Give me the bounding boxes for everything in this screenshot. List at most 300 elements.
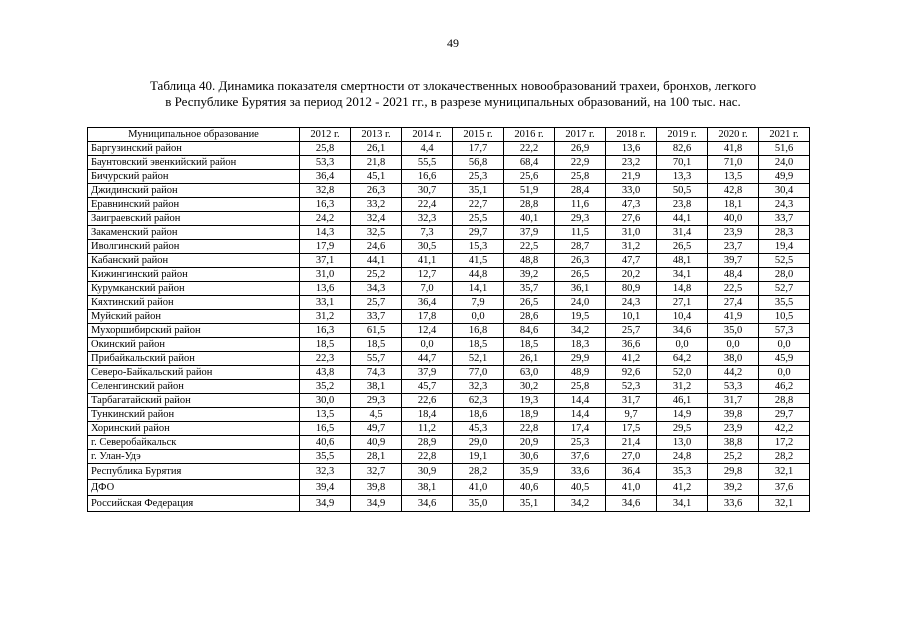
table-row xyxy=(88,408,810,422)
table-cell: 24,3 xyxy=(606,296,657,310)
table-cell: 18,3 xyxy=(555,338,606,352)
table-cell: 35,5 xyxy=(300,450,351,464)
table-cell: 28,8 xyxy=(759,394,810,408)
caption-line-1: Таблица 40. Динамика показателя смертности от злокачественных новообразований трахеи, бронхов, легкого xyxy=(149,78,757,93)
table-cell: 41,9 xyxy=(708,310,759,324)
table-cell: 33,0 xyxy=(606,184,657,198)
table-cell: 31,0 xyxy=(300,268,351,282)
table-cell: 34,6 xyxy=(606,496,657,512)
table-cell: 19,4 xyxy=(759,240,810,254)
row-label: Бичурский район xyxy=(88,170,300,184)
table-cell: 29,7 xyxy=(453,226,504,240)
table-cell: 25,8 xyxy=(555,170,606,184)
table-cell: 32,4 xyxy=(351,212,402,226)
table-cell: 7,3 xyxy=(402,226,453,240)
header-year: 2016 г. xyxy=(504,128,555,142)
table-cell: 25,8 xyxy=(555,380,606,394)
table-cell: 18,6 xyxy=(453,408,504,422)
table-cell: 52,5 xyxy=(759,254,810,268)
table-cell: 44,7 xyxy=(402,352,453,366)
table-cell: 42,2 xyxy=(759,422,810,436)
table-row xyxy=(88,254,810,268)
table-cell: 7,9 xyxy=(453,296,504,310)
table-cell: 52,3 xyxy=(606,380,657,394)
table-cell: 16,3 xyxy=(300,198,351,212)
table-cell: 0,0 xyxy=(657,338,708,352)
table-cell: 25,5 xyxy=(453,212,504,226)
table-cell: 39,4 xyxy=(300,480,351,496)
table-row xyxy=(88,380,810,394)
table-cell: 26,5 xyxy=(657,240,708,254)
table-cell: 16,3 xyxy=(300,324,351,338)
table-cell: 40,9 xyxy=(351,436,402,450)
table-cell: 28,0 xyxy=(759,268,810,282)
table-cell: 4,4 xyxy=(402,142,453,156)
table-cell: 18,5 xyxy=(504,338,555,352)
table-cell: 28,7 xyxy=(555,240,606,254)
table-cell: 42,8 xyxy=(708,184,759,198)
table-cell: 46,2 xyxy=(759,380,810,394)
table-cell: 30,9 xyxy=(402,464,453,480)
header-municipality: Муниципальное образование xyxy=(88,128,300,142)
row-label: Заиграевский район xyxy=(88,212,300,226)
table-row xyxy=(88,212,810,226)
row-label: Курумканский район xyxy=(88,282,300,296)
table-cell: 18,5 xyxy=(300,338,351,352)
table-cell: 32,8 xyxy=(300,184,351,198)
table-row xyxy=(88,480,810,496)
table-cell: 31,7 xyxy=(708,394,759,408)
table-cell: 56,8 xyxy=(453,156,504,170)
table-cell: 44,8 xyxy=(453,268,504,282)
table-cell: 26,5 xyxy=(504,296,555,310)
table-cell: 22,3 xyxy=(300,352,351,366)
table-cell: 37,6 xyxy=(759,480,810,496)
row-label: Джидинский район xyxy=(88,184,300,198)
table-cell: 0,0 xyxy=(708,338,759,352)
row-label: Кижингинский район xyxy=(88,268,300,282)
table-cell: 32,3 xyxy=(402,212,453,226)
table-cell: 35,0 xyxy=(708,324,759,338)
table-row xyxy=(88,450,810,464)
table-cell: 29,8 xyxy=(708,464,759,480)
table-cell: 28,6 xyxy=(504,310,555,324)
table-cell: 4,5 xyxy=(351,408,402,422)
row-label: Закаменский район xyxy=(88,226,300,240)
row-label: Баргузинский район xyxy=(88,142,300,156)
table-cell: 0,0 xyxy=(453,310,504,324)
table-cell: 17,5 xyxy=(606,422,657,436)
table-cell: 18,4 xyxy=(402,408,453,422)
table-cell: 36,4 xyxy=(300,170,351,184)
table-cell: 24,8 xyxy=(657,450,708,464)
table-cell: 11,5 xyxy=(555,226,606,240)
table-cell: 27,0 xyxy=(606,450,657,464)
table-cell: 26,1 xyxy=(504,352,555,366)
table-cell: 55,7 xyxy=(351,352,402,366)
table-cell: 10,1 xyxy=(606,310,657,324)
table-cell: 33,6 xyxy=(555,464,606,480)
table-cell: 33,7 xyxy=(759,212,810,226)
table-cell: 80,9 xyxy=(606,282,657,296)
table-cell: 28,9 xyxy=(402,436,453,450)
table-cell: 32,3 xyxy=(300,464,351,480)
table-cell: 22,8 xyxy=(504,422,555,436)
table-cell: 27,4 xyxy=(708,296,759,310)
table-cell: 25,2 xyxy=(708,450,759,464)
table-cell: 70,1 xyxy=(657,156,708,170)
table-cell: 64,2 xyxy=(657,352,708,366)
header-year: 2018 г. xyxy=(606,128,657,142)
table-cell: 23,7 xyxy=(708,240,759,254)
table-cell: 62,3 xyxy=(453,394,504,408)
table-cell: 16,6 xyxy=(402,170,453,184)
table-cell: 20,9 xyxy=(504,436,555,450)
table-cell: 33,6 xyxy=(708,496,759,512)
table-cell: 41,5 xyxy=(453,254,504,268)
table-cell: 14,1 xyxy=(453,282,504,296)
table-cell: 53,3 xyxy=(300,156,351,170)
table-cell: 30,4 xyxy=(759,184,810,198)
table-cell: 13,3 xyxy=(657,170,708,184)
row-label: Иволгинский район xyxy=(88,240,300,254)
row-label: г. Северобайкальск xyxy=(88,436,300,450)
table-cell: 52,1 xyxy=(453,352,504,366)
table-cell: 82,6 xyxy=(657,142,708,156)
table-cell: 49,7 xyxy=(351,422,402,436)
table-cell: 41,1 xyxy=(402,254,453,268)
table-cell: 38,8 xyxy=(708,436,759,450)
table-cell: 22,8 xyxy=(402,450,453,464)
table-cell: 34,2 xyxy=(555,496,606,512)
row-label: Тункинский район xyxy=(88,408,300,422)
table-row xyxy=(88,296,810,310)
table-cell: 39,8 xyxy=(708,408,759,422)
table-cell: 34,6 xyxy=(402,496,453,512)
table-cell: 25,2 xyxy=(351,268,402,282)
table-cell: 24,3 xyxy=(759,198,810,212)
table-cell: 39,2 xyxy=(708,480,759,496)
table-cell: 55,5 xyxy=(402,156,453,170)
table-cell: 38,0 xyxy=(708,352,759,366)
table-cell: 29,5 xyxy=(657,422,708,436)
header-year: 2014 г. xyxy=(402,128,453,142)
table-cell: 92,6 xyxy=(606,366,657,380)
table-cell: 15,3 xyxy=(453,240,504,254)
table-cell: 35,1 xyxy=(504,496,555,512)
header-year: 2012 г. xyxy=(300,128,351,142)
table-row xyxy=(88,496,810,512)
table-cell: 32,7 xyxy=(351,464,402,480)
table-cell: 52,0 xyxy=(657,366,708,380)
table-cell: 71,0 xyxy=(708,156,759,170)
table-cell: 14,4 xyxy=(555,408,606,422)
table-row xyxy=(88,310,810,324)
table-cell: 22,5 xyxy=(504,240,555,254)
table-cell: 51,9 xyxy=(504,184,555,198)
table-cell: 33,7 xyxy=(351,310,402,324)
table-cell: 18,9 xyxy=(504,408,555,422)
table-cell: 31,7 xyxy=(606,394,657,408)
row-label: Кяхтинский район xyxy=(88,296,300,310)
table-cell: 26,9 xyxy=(555,142,606,156)
table-row xyxy=(88,282,810,296)
table-cell: 46,1 xyxy=(657,394,708,408)
table-cell: 32,1 xyxy=(759,496,810,512)
table-cell: 14,3 xyxy=(300,226,351,240)
table-cell: 35,5 xyxy=(759,296,810,310)
table-cell: 31,2 xyxy=(606,240,657,254)
row-label: Северо-Байкальский район xyxy=(88,366,300,380)
table-cell: 31,2 xyxy=(657,380,708,394)
table-cell: 28,4 xyxy=(555,184,606,198)
table-row xyxy=(88,352,810,366)
table-cell: 57,3 xyxy=(759,324,810,338)
table-header-row xyxy=(88,128,810,142)
row-label: Окинский район xyxy=(88,338,300,352)
table-cell: 53,3 xyxy=(708,380,759,394)
table-cell: 41,0 xyxy=(453,480,504,496)
table-cell: 0,0 xyxy=(759,366,810,380)
table-cell: 10,5 xyxy=(759,310,810,324)
table-cell: 38,1 xyxy=(351,380,402,394)
table-cell: 34,1 xyxy=(657,268,708,282)
table-cell: 30,2 xyxy=(504,380,555,394)
table-cell: 48,8 xyxy=(504,254,555,268)
table-caption xyxy=(60,78,846,110)
table-cell: 22,7 xyxy=(453,198,504,212)
table-cell: 13,5 xyxy=(708,170,759,184)
table-cell: 34,6 xyxy=(657,324,708,338)
table-cell: 34,1 xyxy=(657,496,708,512)
table-cell: 28,1 xyxy=(351,450,402,464)
table-cell: 33,1 xyxy=(300,296,351,310)
table-cell: 48,4 xyxy=(708,268,759,282)
table-cell: 30,7 xyxy=(402,184,453,198)
table-cell: 35,0 xyxy=(453,496,504,512)
table-cell: 25,3 xyxy=(555,436,606,450)
table-row xyxy=(88,324,810,338)
table-cell: 25,7 xyxy=(351,296,402,310)
table-cell: 61,5 xyxy=(351,324,402,338)
table-row xyxy=(88,156,810,170)
table-cell: 17,9 xyxy=(300,240,351,254)
table-cell: 31,2 xyxy=(300,310,351,324)
table-cell: 41,0 xyxy=(606,480,657,496)
table-cell: 26,1 xyxy=(351,142,402,156)
table-cell: 33,2 xyxy=(351,198,402,212)
table-cell: 49,9 xyxy=(759,170,810,184)
table-cell: 84,6 xyxy=(504,324,555,338)
table-cell: 24,0 xyxy=(555,296,606,310)
mortality-table xyxy=(87,127,810,512)
table-cell: 37,9 xyxy=(504,226,555,240)
table-cell: 30,0 xyxy=(300,394,351,408)
table-cell: 0,0 xyxy=(402,338,453,352)
header-year: 2015 г. xyxy=(453,128,504,142)
table-cell: 14,4 xyxy=(555,394,606,408)
table-cell: 27,1 xyxy=(657,296,708,310)
row-label: Кабанский район xyxy=(88,254,300,268)
table-cell: 52,7 xyxy=(759,282,810,296)
table-cell: 26,3 xyxy=(555,254,606,268)
table-cell: 29,0 xyxy=(453,436,504,450)
table-cell: 40,0 xyxy=(708,212,759,226)
table-cell: 21,9 xyxy=(606,170,657,184)
row-label: Республика Бурятия xyxy=(88,464,300,480)
table-cell: 37,9 xyxy=(402,366,453,380)
table-cell: 23,9 xyxy=(708,226,759,240)
table-cell: 38,1 xyxy=(402,480,453,496)
table-cell: 24,2 xyxy=(300,212,351,226)
table-cell: 20,2 xyxy=(606,268,657,282)
table-row xyxy=(88,436,810,450)
table-cell: 40,5 xyxy=(555,480,606,496)
table-cell: 36,1 xyxy=(555,282,606,296)
table-cell: 28,8 xyxy=(504,198,555,212)
table-cell: 27,6 xyxy=(606,212,657,226)
table-cell: 23,2 xyxy=(606,156,657,170)
table-cell: 18,5 xyxy=(351,338,402,352)
header-year: 2020 г. xyxy=(708,128,759,142)
table-cell: 18,1 xyxy=(708,198,759,212)
table-row xyxy=(88,198,810,212)
table-cell: 24,6 xyxy=(351,240,402,254)
table-cell: 19,5 xyxy=(555,310,606,324)
row-label: Баунтовский эвенкийский район xyxy=(88,156,300,170)
table-cell: 37,6 xyxy=(555,450,606,464)
table-cell: 37,1 xyxy=(300,254,351,268)
row-label: Тарбагатайский район xyxy=(88,394,300,408)
table-cell: 40,6 xyxy=(300,436,351,450)
table-cell: 40,1 xyxy=(504,212,555,226)
table-cell: 41,8 xyxy=(708,142,759,156)
table-row xyxy=(88,338,810,352)
table-cell: 32,3 xyxy=(453,380,504,394)
table-row xyxy=(88,240,810,254)
table-cell: 16,8 xyxy=(453,324,504,338)
table-cell: 63,0 xyxy=(504,366,555,380)
caption-line-2: в Республике Бурятия за период 2012 - 2021 гг., в разрезе муниципальных образований, на 100 тыс. нас. xyxy=(165,94,741,109)
table-cell: 12,7 xyxy=(402,268,453,282)
table-cell: 74,3 xyxy=(351,366,402,380)
table-cell: 39,2 xyxy=(504,268,555,282)
table-cell: 25,7 xyxy=(606,324,657,338)
table-cell: 11,2 xyxy=(402,422,453,436)
table-cell: 35,9 xyxy=(504,464,555,480)
table-cell: 32,5 xyxy=(351,226,402,240)
table-cell: 19,1 xyxy=(453,450,504,464)
table-cell: 17,2 xyxy=(759,436,810,450)
table-cell: 12,4 xyxy=(402,324,453,338)
table-row xyxy=(88,422,810,436)
header-year: 2021 г. xyxy=(759,128,810,142)
table-body xyxy=(88,142,810,512)
table-cell: 44,2 xyxy=(708,366,759,380)
table-cell: 30,6 xyxy=(504,450,555,464)
table-cell: 29,3 xyxy=(555,212,606,226)
table-cell: 13,6 xyxy=(300,282,351,296)
table-cell: 14,9 xyxy=(657,408,708,422)
header-year: 2019 г. xyxy=(657,128,708,142)
table-cell: 43,8 xyxy=(300,366,351,380)
table-row xyxy=(88,170,810,184)
table-cell: 17,7 xyxy=(453,142,504,156)
table-cell: 34,3 xyxy=(351,282,402,296)
table-cell: 47,7 xyxy=(606,254,657,268)
table-cell: 44,1 xyxy=(351,254,402,268)
table-cell: 28,2 xyxy=(759,450,810,464)
table-cell: 35,7 xyxy=(504,282,555,296)
row-label: Муйский район xyxy=(88,310,300,324)
table-cell: 32,1 xyxy=(759,464,810,480)
table-cell: 77,0 xyxy=(453,366,504,380)
table-cell: 25,6 xyxy=(504,170,555,184)
header-year: 2017 г. xyxy=(555,128,606,142)
table-cell: 28,3 xyxy=(759,226,810,240)
table-cell: 17,8 xyxy=(402,310,453,324)
table-cell: 21,8 xyxy=(351,156,402,170)
table-cell: 28,2 xyxy=(453,464,504,480)
table-cell: 26,5 xyxy=(555,268,606,282)
row-label: Еравнинский район xyxy=(88,198,300,212)
table-cell: 40,6 xyxy=(504,480,555,496)
table-cell: 13,6 xyxy=(606,142,657,156)
table-cell: 31,4 xyxy=(657,226,708,240)
table-row xyxy=(88,142,810,156)
table-cell: 22,5 xyxy=(708,282,759,296)
table-cell: 35,3 xyxy=(657,464,708,480)
table-cell: 22,2 xyxy=(504,142,555,156)
table-cell: 24,0 xyxy=(759,156,810,170)
table-cell: 36,4 xyxy=(402,296,453,310)
table-cell: 34,9 xyxy=(351,496,402,512)
table-cell: 48,1 xyxy=(657,254,708,268)
row-label: Прибайкальский район xyxy=(88,352,300,366)
table-cell: 18,5 xyxy=(453,338,504,352)
table-cell: 36,4 xyxy=(606,464,657,480)
table-row xyxy=(88,268,810,282)
page-number: 49 xyxy=(447,36,459,50)
table-cell: 22,4 xyxy=(402,198,453,212)
table-cell: 22,9 xyxy=(555,156,606,170)
table-cell: 13,0 xyxy=(657,436,708,450)
table-cell: 17,4 xyxy=(555,422,606,436)
table-cell: 39,7 xyxy=(708,254,759,268)
table-cell: 13,5 xyxy=(300,408,351,422)
table-cell: 0,0 xyxy=(759,338,810,352)
table-row xyxy=(88,394,810,408)
table-cell: 45,3 xyxy=(453,422,504,436)
row-label: Российская Федерация xyxy=(88,496,300,512)
table-cell: 45,1 xyxy=(351,170,402,184)
header-year: 2013 г. xyxy=(351,128,402,142)
table-cell: 25,8 xyxy=(300,142,351,156)
row-label: ДФО xyxy=(88,480,300,496)
table-cell: 7,0 xyxy=(402,282,453,296)
table-cell: 29,3 xyxy=(351,394,402,408)
table-cell: 50,5 xyxy=(657,184,708,198)
table-cell: 47,3 xyxy=(606,198,657,212)
table-cell: 36,6 xyxy=(606,338,657,352)
table-cell: 29,7 xyxy=(759,408,810,422)
table-cell: 51,6 xyxy=(759,142,810,156)
table-cell: 41,2 xyxy=(606,352,657,366)
table-cell: 25,3 xyxy=(453,170,504,184)
table-cell: 39,8 xyxy=(351,480,402,496)
table-row xyxy=(88,464,810,480)
table-cell: 34,9 xyxy=(300,496,351,512)
